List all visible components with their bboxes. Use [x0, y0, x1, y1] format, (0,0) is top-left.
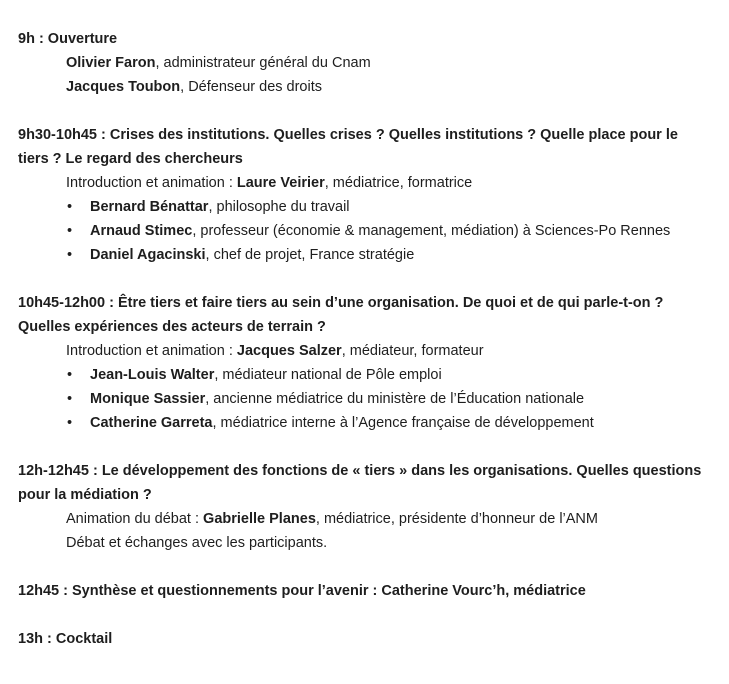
moderator-line: [18, 339, 718, 363]
moderator-role: , médiatrice, présidente d’honneur de l’ANM: [315, 511, 598, 527]
speaker-role: , ancienne médiatrice du ministère de l’Éducation nationale: [205, 391, 585, 407]
speaker-role: , administrateur général du Cnam: [155, 55, 371, 71]
spacer: [18, 603, 718, 627]
speaker-name: Jean-Louis Walter: [90, 367, 215, 383]
session-title-tiers-cont: Quelles expériences des acteurs de terrain ?: [18, 319, 326, 335]
moderator-label: Introduction et animation :: [66, 343, 237, 359]
bullet-icon: •: [67, 415, 73, 431]
speaker-name: Jacques Toubon: [66, 79, 181, 95]
list-item: [18, 387, 718, 411]
session-title-cocktail: 13h : Cocktail: [18, 631, 113, 647]
session-title-crises-cont: tiers ? Le regard des chercheurs: [18, 151, 243, 167]
session-title-crises: 9h30-10h45 : Crises des institutions. Quelles crises ? Quelles institutions ? Quelle place pour le: [18, 127, 678, 143]
spacer: [18, 99, 718, 123]
speaker-name: Bernard Bénattar: [90, 199, 209, 215]
speaker-name: Daniel Agacinski: [90, 247, 206, 263]
moderator-line: [18, 507, 718, 531]
moderator-role: , médiatrice, formatrice: [324, 175, 473, 191]
session-title-synthesis: 12h45 : Synthèse et questionnements pour l’avenir : Catherine Vourc’h, médiatrice: [18, 583, 586, 599]
session-title-opening: 9h : Ouverture: [18, 31, 118, 47]
debate-line: Débat et échanges avec les participants.: [66, 535, 328, 551]
bullet-icon: •: [67, 367, 73, 383]
list-item: [18, 219, 718, 243]
bullet-icon: •: [67, 199, 73, 215]
session-title-development-cont: pour la médiation ?: [18, 487, 152, 503]
list-item: [18, 243, 718, 267]
speaker-line: [18, 51, 718, 75]
list-item: [18, 195, 718, 219]
speaker-role: , médiateur national de Pôle emploi: [214, 367, 442, 383]
speaker-name: Catherine Garreta: [90, 415, 213, 431]
speaker-role: , philosophe du travail: [208, 199, 350, 215]
moderator-label: Introduction et animation :: [66, 175, 237, 191]
moderator-role: , médiateur, formateur: [341, 343, 484, 359]
spacer: [18, 435, 718, 459]
moderator-name: Gabrielle Planes: [203, 511, 316, 527]
speaker-line: [18, 75, 718, 99]
speaker-role: , professeur (économie & management, médiation) à Sciences-Po Rennes: [192, 223, 671, 239]
moderator-name: Jacques Salzer: [236, 343, 342, 359]
speaker-name: Olivier Faron: [66, 55, 156, 71]
spacer: [18, 267, 718, 291]
speaker-role: , chef de projet, France stratégie: [205, 247, 415, 263]
list-item: [18, 411, 718, 435]
bullet-icon: •: [67, 223, 73, 239]
bullet-icon: •: [67, 391, 73, 407]
bullet-icon: •: [67, 247, 73, 263]
moderator-name: Laure Veirier: [236, 175, 325, 191]
session-title-tiers: 10h45-12h00 : Être tiers et faire tiers au sein d’une organisation. De quoi et de qui parle-t-on ?: [18, 295, 664, 311]
speaker-name: Monique Sassier: [90, 391, 206, 407]
session-title-development: 12h-12h45 : Le développement des fonctions de « tiers » dans les organisations. Quelles questions: [18, 463, 702, 479]
program-document: [18, 27, 718, 651]
moderator-line: [18, 171, 718, 195]
speaker-role: , médiatrice interne à l’Agence française de développement: [212, 415, 594, 431]
moderator-label: Animation du débat :: [66, 511, 204, 527]
speaker-name: Arnaud Stimec: [90, 223, 193, 239]
speaker-role: , Défenseur des droits: [180, 79, 322, 95]
list-item: [18, 363, 718, 387]
spacer: [18, 555, 718, 579]
